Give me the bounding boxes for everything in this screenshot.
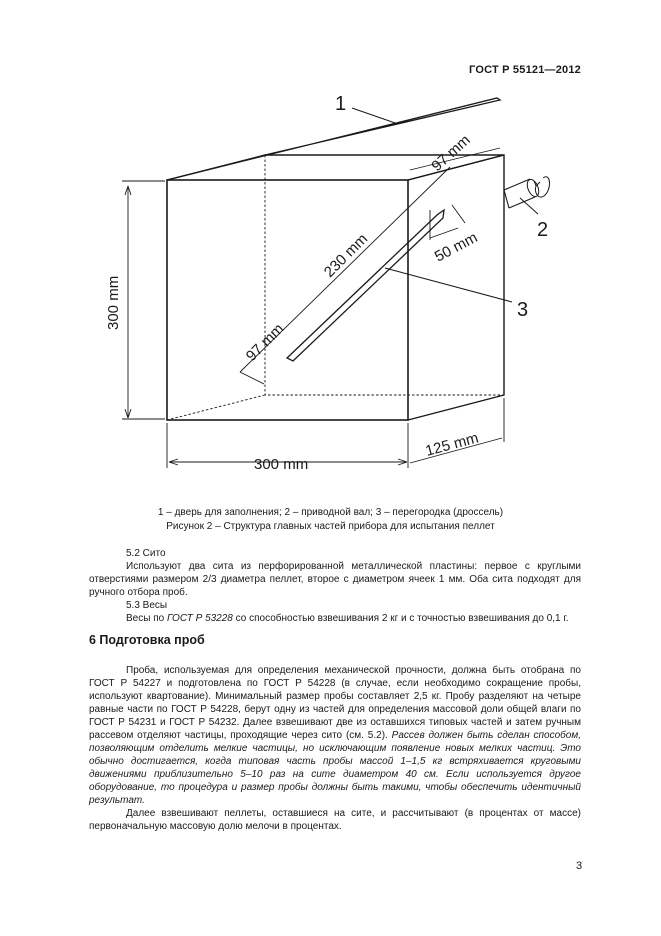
section-6-body xyxy=(89,664,581,833)
section-5-2 xyxy=(89,547,581,625)
label-3: 3 xyxy=(517,299,529,321)
document-header-id: ГОСТ Р 55121—2012 xyxy=(469,64,581,76)
box-hidden-edges xyxy=(167,155,504,420)
dim-230: 230 mm xyxy=(320,230,372,281)
dimension-labels xyxy=(105,132,480,473)
filling-door xyxy=(167,98,500,180)
label-1: 1 xyxy=(335,93,347,115)
section-5-3-heading: 5.3 Весы xyxy=(126,600,168,611)
figure-caption: Рисунок 2 – Структура главных частей прибора для испытания пеллет xyxy=(166,521,495,532)
dim-50: 50 mm xyxy=(431,228,481,266)
section-6-italic-note: Рассев должен быть сделан способом, позволяющим отделить мелкие частицы, но исключающим появление новых мелких частиц. Это обычно достигается, когда типовая часть пробы массой 1–1,5 кг встряхивается круговыми движениями приблизительно 5–10 раз на сите диаметром 40 см. Если используется другое оборудование, то процедура и размер пробы должны быть такими, чтобы обеспечить идентичный результат. xyxy=(89,730,581,806)
dim-300-left: 300 mm xyxy=(105,275,122,330)
dim-97-top: 97 mm xyxy=(428,131,474,175)
callout-labels xyxy=(335,93,548,321)
section-5-2-heading: 5.2 Сито xyxy=(126,548,166,559)
baffle-plate xyxy=(287,210,444,361)
leader-lines xyxy=(352,108,538,302)
section-5-2-body: Используют два сита из перфорированной металлической пластины: первое с круглыми отверстиями размером 2/3 диаметра пеллет, второе с диаметром ячеек 1 мм. Оба сита подходят для ручного отбора проб. xyxy=(89,561,581,598)
box-front-face xyxy=(167,180,408,420)
section-6-paragraph-2: Далее взвешивают пеллеты, оставшиеся на сите, и рассчитывают (в процентах от массе) первоначальную массовую долю мелочи в процентах. xyxy=(89,808,581,832)
dim-125: 125 mm xyxy=(423,429,481,460)
page-number: 3 xyxy=(576,860,583,872)
drive-shaft-end xyxy=(525,178,541,198)
section-6-paragraph-1: Проба, используемая для определения механической прочности, должна быть отобрана по ГОСТ Р 54227 и подготовлена по ГОСТ Р 54228 (в случае, если необходимо сокращение пробы, используют квартование). Минимальный размер пробы составляет 2,5 кг. Пробу разделяют на четыре равные части по ГОСТ Р 54228, берут одну из частей для определения массовой доли общей влаги по ГОСТ Р 54231 и ГОСТ Р 54232. Далее взвешивают две из оставшихся типовых частей и затем ручным рассевом отделяют частицы, проходящие через сито (см. 5.2). Рассев должен быть сделан способом, позволяющим отделить мелкие частицы, но исключающим появление новых мелких частиц. Это обычно достигается, когда типовая часть пробы массой 1–1,5 кг встряхивается круговыми движениями приблизительно 5–10 раз на сите диаметром 40 см. Если используется другое оборудование, то процедура и размер пробы должны быть такими, чтобы обеспечить идентичный результат. xyxy=(89,665,581,806)
section-5-3-body: Весы по ГОСТ Р 53228 со способностью взвешивания 2 кг и с точностью взвешивания до 0,1 г. xyxy=(126,613,569,624)
dim-300-bottom: 300 mm xyxy=(254,456,309,473)
label-2: 2 xyxy=(537,219,549,241)
gost-reference: ГОСТ Р 53228 xyxy=(166,613,233,624)
section-6-heading: 6 Подготовка проб xyxy=(89,633,205,647)
figure-legend: 1 – дверь для заполнения; 2 – приводной вал; 3 – перегородка (дроссель) xyxy=(157,507,504,518)
dim-97-low: 97 mm xyxy=(242,320,288,365)
